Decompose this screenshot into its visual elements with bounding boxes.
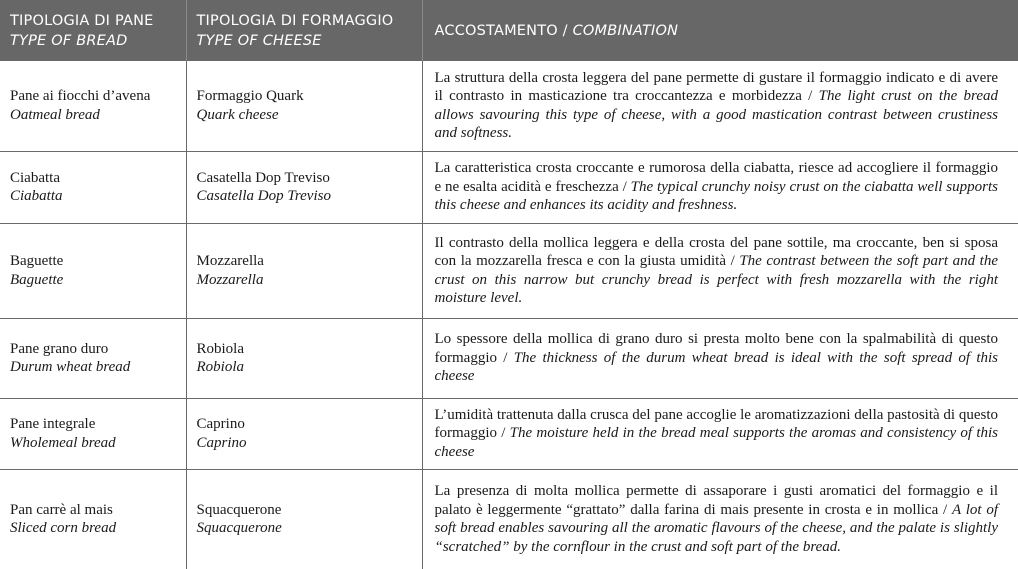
cheese-cell: [186, 151, 422, 223]
bread-name-it: Pane grano duro: [10, 340, 109, 357]
bread-name-it: Pan carrè al mais: [10, 501, 113, 518]
bread-cell: [0, 223, 186, 318]
combination-desc-en: The contrast between the soft part and the crust on this narrow but crunchy bread is perfect with fresh mozzarella with the right moisture level.: [434, 253, 998, 306]
bread-cell: [0, 398, 186, 469]
table-row: [0, 318, 1018, 398]
combination-desc-en: The typical crunchy noisy crust on the ciabatta well supports this cheese and enhances its acidity and freshness.: [434, 178, 998, 214]
bread-name-en: Durum wheat bread: [10, 359, 131, 375]
header-bread-type: [0, 0, 186, 61]
table-row: [0, 151, 1018, 223]
table-body: [0, 61, 1018, 569]
combination-desc-it: La presenza di molta mollica permette di assaporare i gusti aromatici del formaggio e il palato è leggermente “grattato” dalla farina di mais presente in crosta e in mollica /: [434, 483, 998, 518]
cheese-name-en: Mozzarella: [196, 271, 264, 288]
header-combination-it: ACCOSTAMENTO /: [434, 22, 573, 39]
cheese-name-en: Squacquerone: [196, 520, 282, 537]
combination-desc-en: A lot of soft bread enables savouring all the aromatic flavours of the cheese, and the palate is slightly “scratched” by the cornflour in the crust and soft part of the bread.: [434, 501, 998, 555]
combination-desc-it: La caratteristica crosta croccante e rumorosa della ciabatta, riesce ad accogliere il formaggio e ne esalta acidità e freschezza /: [434, 160, 998, 195]
cheese-name-it: Squacquerone: [196, 501, 282, 518]
header-cheese-type-it: TIPOLOGIA DI FORMAGGIO: [196, 12, 394, 29]
combination-desc-it: La struttura della crosta leggera del pane permette di gustare il formaggio indicato e di avere il contrasto in masticazione tra croccantezza e morbidezza /: [434, 69, 998, 105]
table-row: [0, 61, 1018, 151]
combination-desc-en: The moisture held in the bread meal supports the aromas and consistency of this cheese: [434, 425, 998, 460]
combination-desc-en: The light crust on the bread allows savouring this type of cheese, with a good mastication contrast between crustiness and softness.: [434, 88, 998, 142]
cheese-name-en: Robiola: [196, 359, 244, 375]
cheese-name-it: Robiola: [196, 340, 244, 357]
bread-name-it: Baguette: [10, 253, 64, 269]
combination-cell: [422, 318, 1018, 398]
cheese-cell: [186, 61, 422, 151]
combination-cell: [422, 469, 1018, 569]
table-row: [0, 398, 1018, 469]
combination-cell: [422, 61, 1018, 151]
cheese-name-en: Quark cheese: [196, 106, 279, 123]
bread-name-it: Pane ai fiocchi d’avena: [10, 88, 151, 105]
cheese-name-en: Caprino: [196, 434, 247, 451]
cheese-cell: [186, 223, 422, 318]
combination-cell: [422, 398, 1018, 469]
bread-cell: [0, 151, 186, 223]
table-row: [0, 223, 1018, 318]
cheese-name-it: Formaggio Quark: [196, 88, 304, 105]
cheese-cell: [186, 318, 422, 398]
header-combination-en: COMBINATION: [572, 22, 679, 39]
combination-desc-it: L’umidità trattenuta dalla crusca del pane accoglie le aromatizzazioni della pastosità di questo formaggio /: [434, 406, 998, 442]
combination-desc-en: The thickness of the durum wheat bread is ideal with the soft spread of this cheese: [434, 349, 998, 385]
header-cheese-type-en: TYPE OF CHEESE: [196, 32, 322, 49]
table-row: [0, 469, 1018, 569]
combination-cell: [422, 223, 1018, 318]
bread-name-it: Pane integrale: [10, 416, 96, 432]
bread-cell: [0, 469, 186, 569]
combination-desc-it: Lo spessore della mollica di grano duro si presta molto bene con la spalmabilità di questo formaggio /: [434, 331, 998, 366]
combination-desc-it: Il contrasto della mollica leggera e della crosta del pane sottile, ma croccante, ben si sposa con la mozzarella fresca e con la giusta umidità /: [434, 234, 998, 269]
table-header: [0, 0, 1018, 61]
header-combination: [422, 0, 1018, 61]
cheese-name-it: Caprino: [196, 416, 245, 432]
cheese-name-en: Casatella Dop Treviso: [196, 188, 331, 204]
header-row: [0, 0, 1018, 61]
combination-cell: [422, 151, 1018, 223]
cheese-name-it: Mozzarella: [196, 253, 264, 269]
bread-name-en: Ciabatta: [10, 188, 63, 204]
bread-cell: [0, 318, 186, 398]
bread-name-en: Baguette: [10, 271, 64, 288]
bread-name-en: Wholemeal bread: [10, 434, 116, 451]
header-bread-type-en: TYPE OF BREAD: [10, 32, 128, 49]
header-bread-type-it: TIPOLOGIA DI PANE: [10, 12, 154, 29]
bread-cell: [0, 61, 186, 151]
cheese-name-it: Casatella Dop Treviso: [196, 169, 330, 186]
bread-name-it: Ciabatta: [10, 169, 60, 186]
header-cheese-type: [186, 0, 422, 61]
bread-name-en: Sliced corn bread: [10, 520, 117, 537]
cheese-cell: [186, 398, 422, 469]
bread-name-en: Oatmeal bread: [10, 106, 100, 123]
cheese-cell: [186, 469, 422, 569]
